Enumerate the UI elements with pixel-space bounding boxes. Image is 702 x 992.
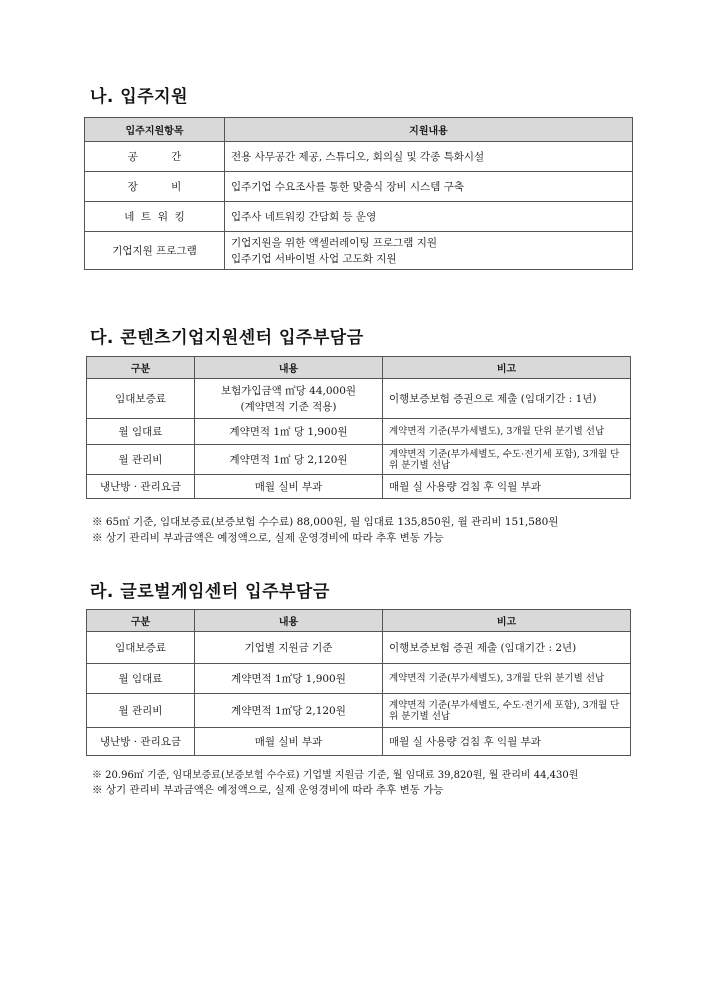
fee-content: 계약면적 1㎡ 당 2,120원: [195, 445, 383, 475]
fee-category: 월 임대료: [87, 664, 195, 694]
table-row: [87, 694, 631, 728]
fee-remark: 이행보증보험 증권으로 제출 (임대기간 : 1년): [383, 379, 631, 419]
table-row: [87, 445, 631, 475]
fee-content: 매월 실비 부과: [195, 728, 383, 756]
fee-note: ※ 65㎡ 기준, 임대보증료(보증보험 수수료) 88,000원, 월 임대료 135,850원, 월 관리비 151,580원: [92, 516, 559, 528]
fee-category: 월 관리비: [87, 445, 195, 475]
header-category: 구분: [87, 610, 195, 632]
fee-remark: 계약면적 기준(부가세별도), 3개월 단위 분기별 선납: [383, 664, 631, 694]
fee-note: ※ 상기 관리비 부과금액은 예정액으로, 실제 운영경비에 따라 추후 변동 가능: [92, 784, 444, 796]
support-content-equipment: 입주기업 수요조사를 통한 맞춤식 장비 시스템 구축: [225, 172, 633, 202]
fee-remark: 계약면적 기준(부가세별도, 수도·전기세 포함), 3개월 단위 분기별 선납: [383, 694, 631, 728]
header-content: 내용: [195, 610, 383, 632]
fee-content: 계약면적 1㎡당 2,120원: [195, 694, 383, 728]
fee-category: 냉난방 · 관리요금: [87, 475, 195, 499]
table-row: [87, 664, 631, 694]
table-row: [87, 419, 631, 445]
table-row: [85, 202, 633, 232]
fee-category: 임대보증료: [87, 632, 195, 664]
section-title-support: 나. 입주지원: [90, 87, 188, 107]
table-row: [85, 172, 633, 202]
support-item-program: 기업지원 프로그램: [85, 232, 225, 270]
table-row: [85, 232, 633, 270]
support-content-program-line2: 입주기업 서바이벌 사업 고도화 지원: [231, 252, 397, 265]
table-row: [85, 142, 633, 172]
header-remark: 비고: [383, 610, 631, 632]
table-row: [87, 728, 631, 756]
fee-content: 계약면적 1㎡ 당 1,900원: [195, 419, 383, 445]
table-row: [87, 475, 631, 499]
header-remark: 비고: [383, 357, 631, 379]
fee-remark: 계약면적 기준(부가세별도), 3개월 단위 분기별 선납: [383, 419, 631, 445]
global-game-center-fee-table: [86, 609, 631, 756]
header-support-content: 지원내용: [225, 118, 633, 142]
header-content: 내용: [195, 357, 383, 379]
fee-content: 기업별 지원금 기준: [195, 632, 383, 664]
support-content-program: [225, 232, 633, 270]
table-row: [87, 632, 631, 664]
fee-remark: 매월 실 사용량 검침 후 익월 부과: [383, 728, 631, 756]
support-item-space: 공 간: [85, 142, 225, 172]
header-category: 구분: [87, 357, 195, 379]
fee-category: 냉난방 · 관리요금: [87, 728, 195, 756]
fee-content-line1: 보험가입금액 ㎡당 44,000원: [220, 384, 357, 397]
fee-category: 월 임대료: [87, 419, 195, 445]
fee-content: [195, 379, 383, 419]
table-row: [87, 379, 631, 419]
support-item-networking: 네 트 워 킹: [85, 202, 225, 232]
support-table: [84, 117, 633, 270]
fee-category: 월 관리비: [87, 694, 195, 728]
fee-remark: 매월 실 사용량 검침 후 익월 부과: [383, 475, 631, 499]
fee-content-line2: (계약면적 기준 적용): [240, 400, 337, 413]
contents-center-fee-table: [86, 356, 631, 499]
support-content-space: 전용 사무공간 제공, 스튜디오, 회의실 및 각종 특화시설: [225, 142, 633, 172]
fee-category: 임대보증료: [87, 379, 195, 419]
fee-remark: 이행보증보험 증권 제출 (임대기간 : 2년): [383, 632, 631, 664]
section-title-global-game-center-fees: 라. 글로벌게임센터 입주부담금: [90, 582, 330, 602]
support-item-equipment: 장 비: [85, 172, 225, 202]
support-content-networking: 입주사 네트워킹 간담회 등 운영: [225, 202, 633, 232]
fee-content: 계약면적 1㎡당 1,900원: [195, 664, 383, 694]
section-title-contents-center-fees: 다. 콘텐츠기업지원센터 입주부담금: [90, 328, 364, 348]
fee-note: ※ 20.96㎡ 기준, 임대보증료(보증보험 수수료) 기업별 지원금 기준, 월 임대료 39,820원, 월 관리비 44,430원: [92, 770, 579, 781]
fee-content: 매월 실비 부과: [195, 475, 383, 499]
header-support-item: 입주지원항목: [85, 118, 225, 142]
fee-remark: 계약면적 기준(부가세별도, 수도·전기세 포함), 3개월 단위 분기별 선납: [383, 445, 631, 475]
fee-note: ※ 상기 관리비 부과금액은 예정액으로, 실제 운영경비에 따라 추후 변동 가능: [92, 532, 444, 544]
support-content-program-line1: 기업지원을 위한 액셀러레이팅 프로그램 지원: [231, 236, 438, 249]
